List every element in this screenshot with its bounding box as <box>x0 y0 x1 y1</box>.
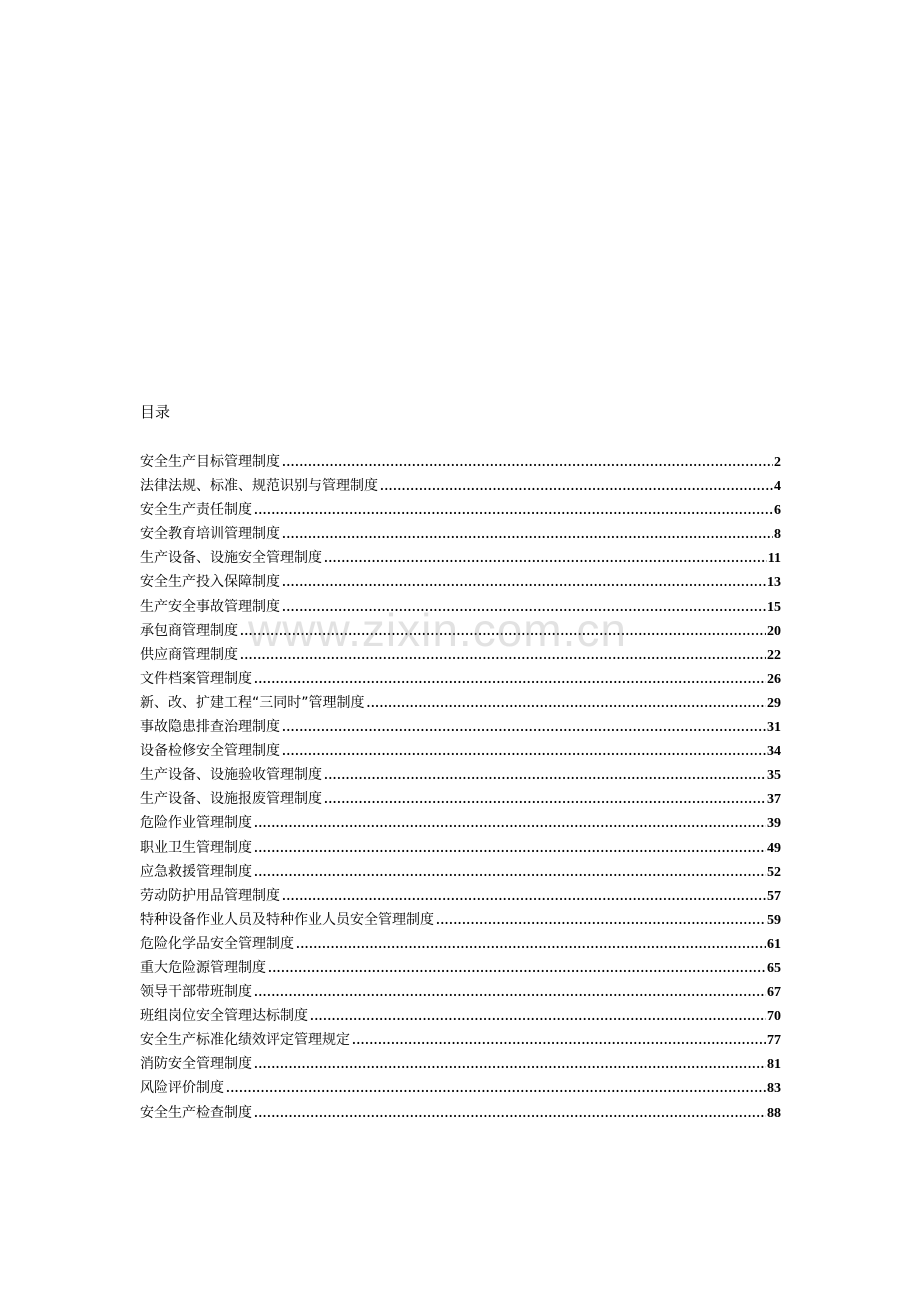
table-of-contents <box>140 450 781 1125</box>
toc-entry-title: 职业卫生管理制度 <box>140 839 252 856</box>
toc-heading: 目录 <box>140 403 171 421</box>
toc-entry-page-number: 13 <box>767 575 781 591</box>
toc-entry[interactable] <box>140 787 781 811</box>
toc-entry[interactable] <box>140 522 781 546</box>
toc-entry-page-number: 61 <box>767 936 781 952</box>
toc-entry-page-number: 59 <box>767 912 781 928</box>
toc-dot-leader <box>254 668 766 691</box>
toc-dot-leader <box>282 716 766 739</box>
toc-entry-title: 领导干部带班制度 <box>140 984 252 1001</box>
toc-entry-page-number: 26 <box>767 671 781 687</box>
toc-entry[interactable] <box>140 1052 781 1076</box>
toc-entry[interactable] <box>140 884 781 908</box>
toc-entry[interactable] <box>140 667 781 691</box>
toc-entry-page-number: 35 <box>767 768 781 784</box>
toc-entry[interactable] <box>140 498 781 522</box>
toc-entry-title: 安全生产责任制度 <box>140 502 252 519</box>
toc-entry[interactable] <box>140 715 781 739</box>
toc-entry-title: 生产设备、设施安全管理制度 <box>140 550 322 567</box>
toc-entry-title: 安全教育培训管理制度 <box>140 526 280 543</box>
toc-entry-page-number: 88 <box>767 1105 781 1121</box>
toc-dot-leader <box>282 885 766 908</box>
toc-entry-title: 风险评价制度 <box>140 1080 224 1097</box>
toc-entry-page-number: 70 <box>767 1009 781 1025</box>
toc-entry-page-number: 83 <box>767 1081 781 1097</box>
toc-dot-leader <box>324 764 766 787</box>
toc-entry[interactable] <box>140 1004 781 1028</box>
toc-entry[interactable] <box>140 739 781 763</box>
toc-entry-page-number: 67 <box>767 985 781 1001</box>
toc-entry[interactable] <box>140 763 781 787</box>
toc-entry-title: 生产设备、设施验收管理制度 <box>140 767 322 784</box>
toc-entry[interactable] <box>140 570 781 594</box>
toc-entry[interactable] <box>140 643 781 667</box>
toc-entry[interactable] <box>140 956 781 980</box>
toc-dot-leader <box>282 571 766 594</box>
toc-dot-leader <box>367 692 766 715</box>
toc-entry-title: 应急救援管理制度 <box>140 863 252 880</box>
toc-entry-page-number: 57 <box>767 888 781 904</box>
toc-entry[interactable] <box>140 980 781 1004</box>
toc-dot-leader <box>226 1077 766 1100</box>
toc-entry-title: 生产设备、设施报废管理制度 <box>140 791 322 808</box>
toc-dot-leader <box>254 1053 766 1076</box>
toc-dot-leader <box>282 740 766 763</box>
toc-entry[interactable] <box>140 860 781 884</box>
toc-entry-page-number: 11 <box>767 551 781 567</box>
toc-entry-title: 文件档案管理制度 <box>140 670 252 687</box>
toc-entry-title: 安全生产投入保障制度 <box>140 574 280 591</box>
toc-entry-title: 危险化学品安全管理制度 <box>140 935 294 952</box>
toc-entry-page-number: 15 <box>767 599 781 615</box>
toc-dot-leader <box>436 909 766 932</box>
toc-entry-page-number: 29 <box>767 695 781 711</box>
toc-dot-leader <box>254 981 766 1004</box>
toc-dot-leader <box>254 1102 766 1125</box>
toc-dot-leader <box>240 620 766 643</box>
toc-entry[interactable] <box>140 811 781 835</box>
toc-dot-leader <box>282 523 773 546</box>
toc-entry-page-number: 81 <box>767 1057 781 1073</box>
toc-dot-leader <box>240 644 766 667</box>
toc-dot-leader <box>296 933 766 956</box>
toc-entry-page-number: 31 <box>767 720 781 736</box>
toc-dot-leader <box>282 596 766 619</box>
toc-entry-title: 设备检修安全管理制度 <box>140 743 280 760</box>
toc-dot-leader <box>324 788 766 811</box>
toc-entry-page-number: 4 <box>774 479 781 495</box>
toc-entry-title: 消防安全管理制度 <box>140 1056 252 1073</box>
toc-entry[interactable] <box>140 932 781 956</box>
toc-entry-title: 安全生产目标管理制度 <box>140 454 280 470</box>
toc-entry[interactable] <box>140 1028 781 1052</box>
toc-dot-leader <box>324 547 767 570</box>
toc-entry-title: 班组岗位安全管理达标制度 <box>140 1008 308 1025</box>
toc-entry-page-number: 77 <box>767 1033 781 1049</box>
toc-entry-page-number: 20 <box>767 623 781 639</box>
toc-entry[interactable] <box>140 836 781 860</box>
toc-dot-leader <box>254 861 766 884</box>
toc-entry-page-number: 52 <box>767 864 781 880</box>
toc-entry-title: 劳动防护用品管理制度 <box>140 887 280 904</box>
toc-dot-leader <box>380 475 773 498</box>
toc-dot-leader <box>352 1029 766 1052</box>
toc-entry-title: 生产安全事故管理制度 <box>140 598 280 615</box>
toc-entry-page-number: 37 <box>767 792 781 808</box>
toc-dot-leader <box>254 499 773 522</box>
toc-entry[interactable] <box>140 546 781 570</box>
toc-entry-page-number: 6 <box>774 503 781 519</box>
toc-entry-title: 安全生产标准化绩效评定管理规定 <box>140 1032 350 1049</box>
toc-entry-page-number: 65 <box>767 960 781 976</box>
toc-entry[interactable] <box>140 474 781 498</box>
toc-entry-page-number: 49 <box>767 840 781 856</box>
watermark: www.zixin.com.cn <box>248 604 627 656</box>
toc-entry[interactable] <box>140 1101 781 1125</box>
toc-entry-title: 重大危险源管理制度 <box>140 959 266 976</box>
toc-entry-title: 事故隐患排查治理制度 <box>140 719 280 736</box>
toc-entry[interactable] <box>140 595 781 619</box>
toc-dot-leader <box>282 451 773 474</box>
toc-entry[interactable] <box>140 1076 781 1100</box>
toc-entry-page-number: 22 <box>767 647 781 663</box>
toc-entry[interactable] <box>140 619 781 643</box>
toc-dot-leader <box>254 812 766 835</box>
toc-entry-page-number: 2 <box>774 455 781 470</box>
toc-dot-leader <box>268 957 766 980</box>
toc-dot-leader <box>254 837 766 860</box>
toc-entry-page-number: 39 <box>767 816 781 832</box>
toc-entry-title: 特种设备作业人员及特种作业人员安全管理制度 <box>140 911 434 928</box>
toc-entry-title: 承包商管理制度 <box>140 622 238 639</box>
toc-entry-title: 危险作业管理制度 <box>140 815 252 832</box>
toc-entry-title: 法律法规、标准、规范识别与管理制度 <box>140 478 378 495</box>
toc-dot-leader <box>310 1005 766 1028</box>
toc-entry-title: 安全生产检查制度 <box>140 1104 252 1121</box>
toc-entry-title: 供应商管理制度 <box>140 646 238 663</box>
toc-entry-page-number: 8 <box>774 527 781 543</box>
toc-entry-page-number: 34 <box>767 744 781 760</box>
toc-entry[interactable] <box>140 691 781 715</box>
toc-entry[interactable] <box>140 908 781 932</box>
toc-entry-title: 新、改、扩建工程“三同时”管理制度 <box>140 694 365 711</box>
toc-entry[interactable] <box>140 450 781 474</box>
